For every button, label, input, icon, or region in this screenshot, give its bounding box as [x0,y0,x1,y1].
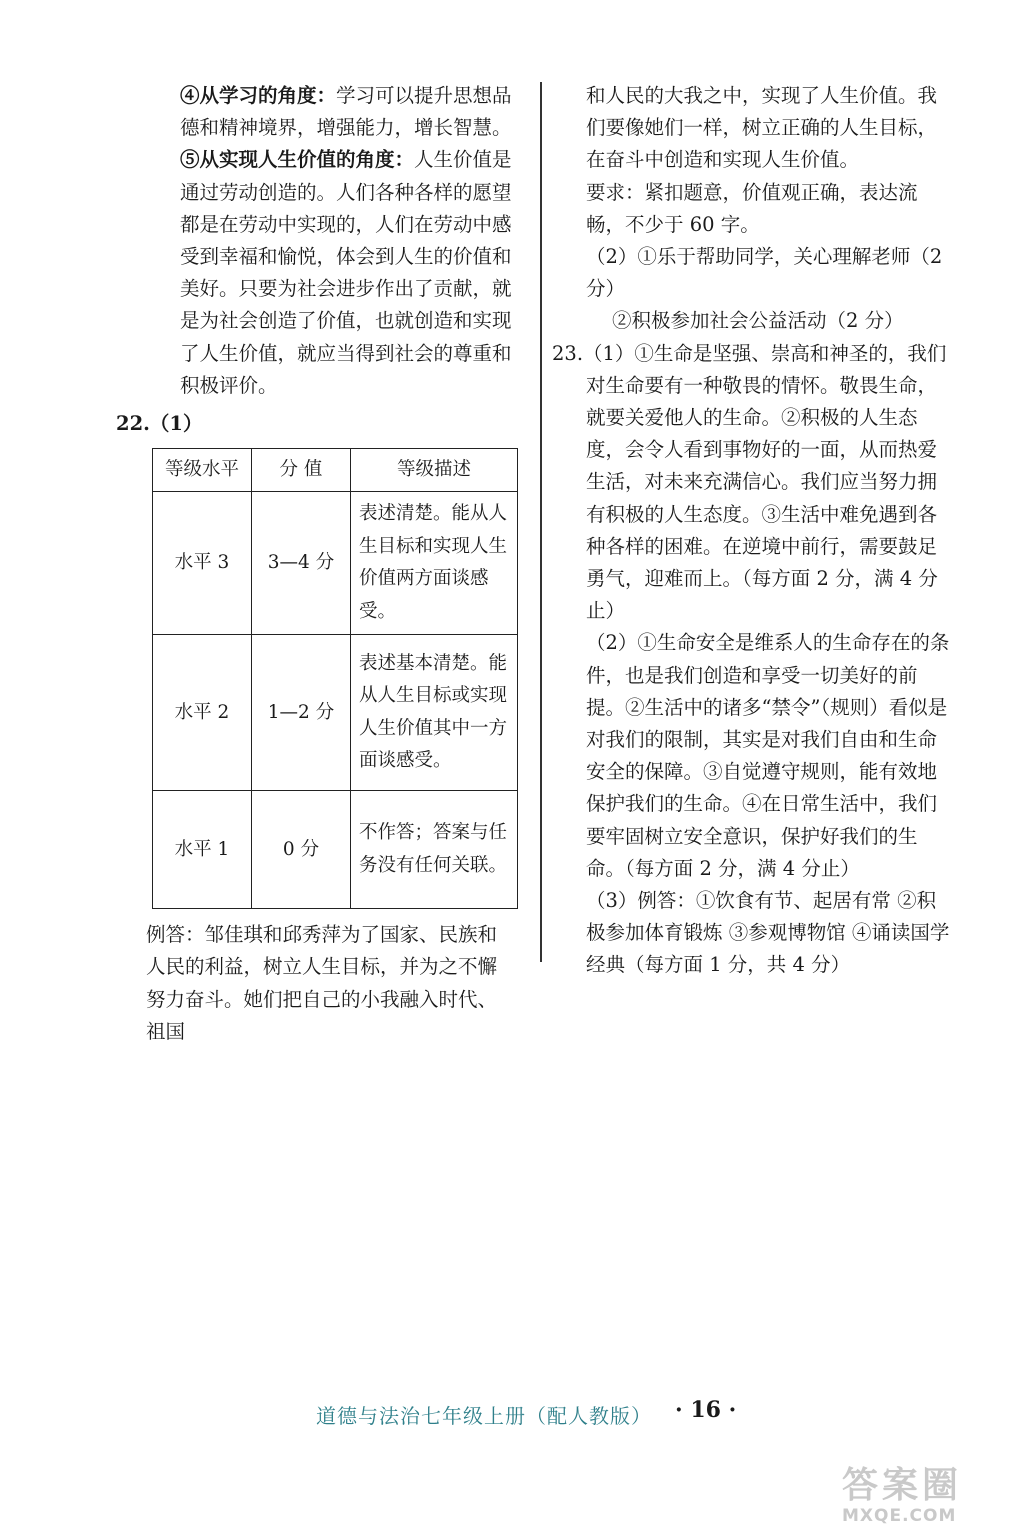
right-column [552,80,952,982]
table-header-row [153,449,518,492]
header-description: 等级描述 [351,449,518,492]
paragraph-4-body: 学习可以提升思想品德和精神境界，增强能力，增长智慧。 [180,84,512,140]
cell-description: 不作答；答案与任务没有任何关联。 [351,791,518,909]
cell-description: 表述清楚。能从人生目标和实现人生价值两方面谈感受。 [351,492,518,635]
table-row [153,492,518,635]
page-number: · 16 · [675,1397,737,1423]
requirement-note: 要求：紧扣题意，价值观正确，表达流畅，不少于 60 字。 [586,180,918,236]
paragraph-5-heading: ⑤从实现人生价值的角度： [180,148,415,172]
header-level: 等级水平 [153,449,252,492]
watermark-text-en: MXQE.COM [842,1506,957,1526]
column-divider [540,82,542,962]
header-score: 分 值 [252,449,351,492]
paragraph-4-heading: ④从学习的角度： [180,84,337,107]
cell-level: 水平 3 [153,492,252,635]
cell-score: 3—4 分 [252,492,351,635]
cell-score: 0 分 [252,791,351,909]
grading-table [152,448,518,909]
answer-paragraph-4 [146,80,516,144]
paragraph-5-body: 人生价值是通过劳动创造的。人们各种各样的愿望都是在劳动中实现的，人们在劳动中感受到幸福和愉悦，体会到人生的价值和美好。只要为社会进步作出了贡献，就是为社会创造了价值，也就创造和实现了人生价值，就应当得到社会的尊重和积极评价。 [180,148,512,397]
question-22-part-2-b: ②积极参加社会公益活动（2 分） [612,309,904,333]
question-23-part-2: （2）①生命安全是维系人的生命存在的条件，也是我们创造和享受一切美好的前提。②生活中的诸多“禁令”（规则）看似是对我们的限制，其实是对我们自由和生命安全的保障。③自觉遵守规则，能有效地保护我们的生命。④在日常生活中，我们要牢固树立安全意识，保护好我们的生命。（每方面 2 分，满 4 分止） [586,631,950,880]
cell-score: 1—2 分 [252,635,351,791]
table-row [153,635,518,791]
cell-level: 水平 2 [153,635,252,791]
cell-level: 水平 1 [153,791,252,909]
question-22-part-2-a: （2）①乐于帮助同学，关心理解老师（2 分） [586,245,943,301]
table-row [153,791,518,909]
left-column [116,80,516,1048]
answer-paragraph-5 [146,144,516,402]
question-23-part-1: 23.（1）①生命是坚强、崇高和神圣的，我们对生命要有一种敬畏的情怀。敬畏生命，就要关爱他人的生命。②积极的人生态度，会令人看到事物好的一面，从而热爱生活，对未来充满信心。我们应当努力拥有积极的人生态度。③生活中难免遇到各种各样的困难。在逆境中前行，需要鼓足勇气，迎难而上。（每方面 2 分，满 4 分止） [552,341,947,623]
question-23-part-3: （3）例答：①饮食有节、起居有常 ②积极参加体育锻炼 ③参观博物馆 ④诵读国学经典（每方面 1 分，共 4 分） [586,889,950,977]
cell-description: 表述基本清楚。能从人生目标或实现人生价值其中一方面谈感受。 [351,635,518,791]
question-22-label: 22.（1） [116,412,203,436]
example-answer-continued: 和人民的大我之中，实现了人生价值。我们要像她们一样，树立正确的人生目标，在奋斗中创造和实现人生价值。 [586,84,938,172]
footer-book-title: 道德与法治七年级上册（配人教版） [316,1404,652,1428]
example-answer-22: 例答：邹佳琪和邱秀萍为了国家、民族和人民的利益，树立人生目标，并为之不懈努力奋斗。她们把自己的小我融入时代、祖国 [146,923,498,1043]
watermark-logo [842,1466,1012,1532]
watermark-text-cn: 答案圈 [842,1465,963,1506]
